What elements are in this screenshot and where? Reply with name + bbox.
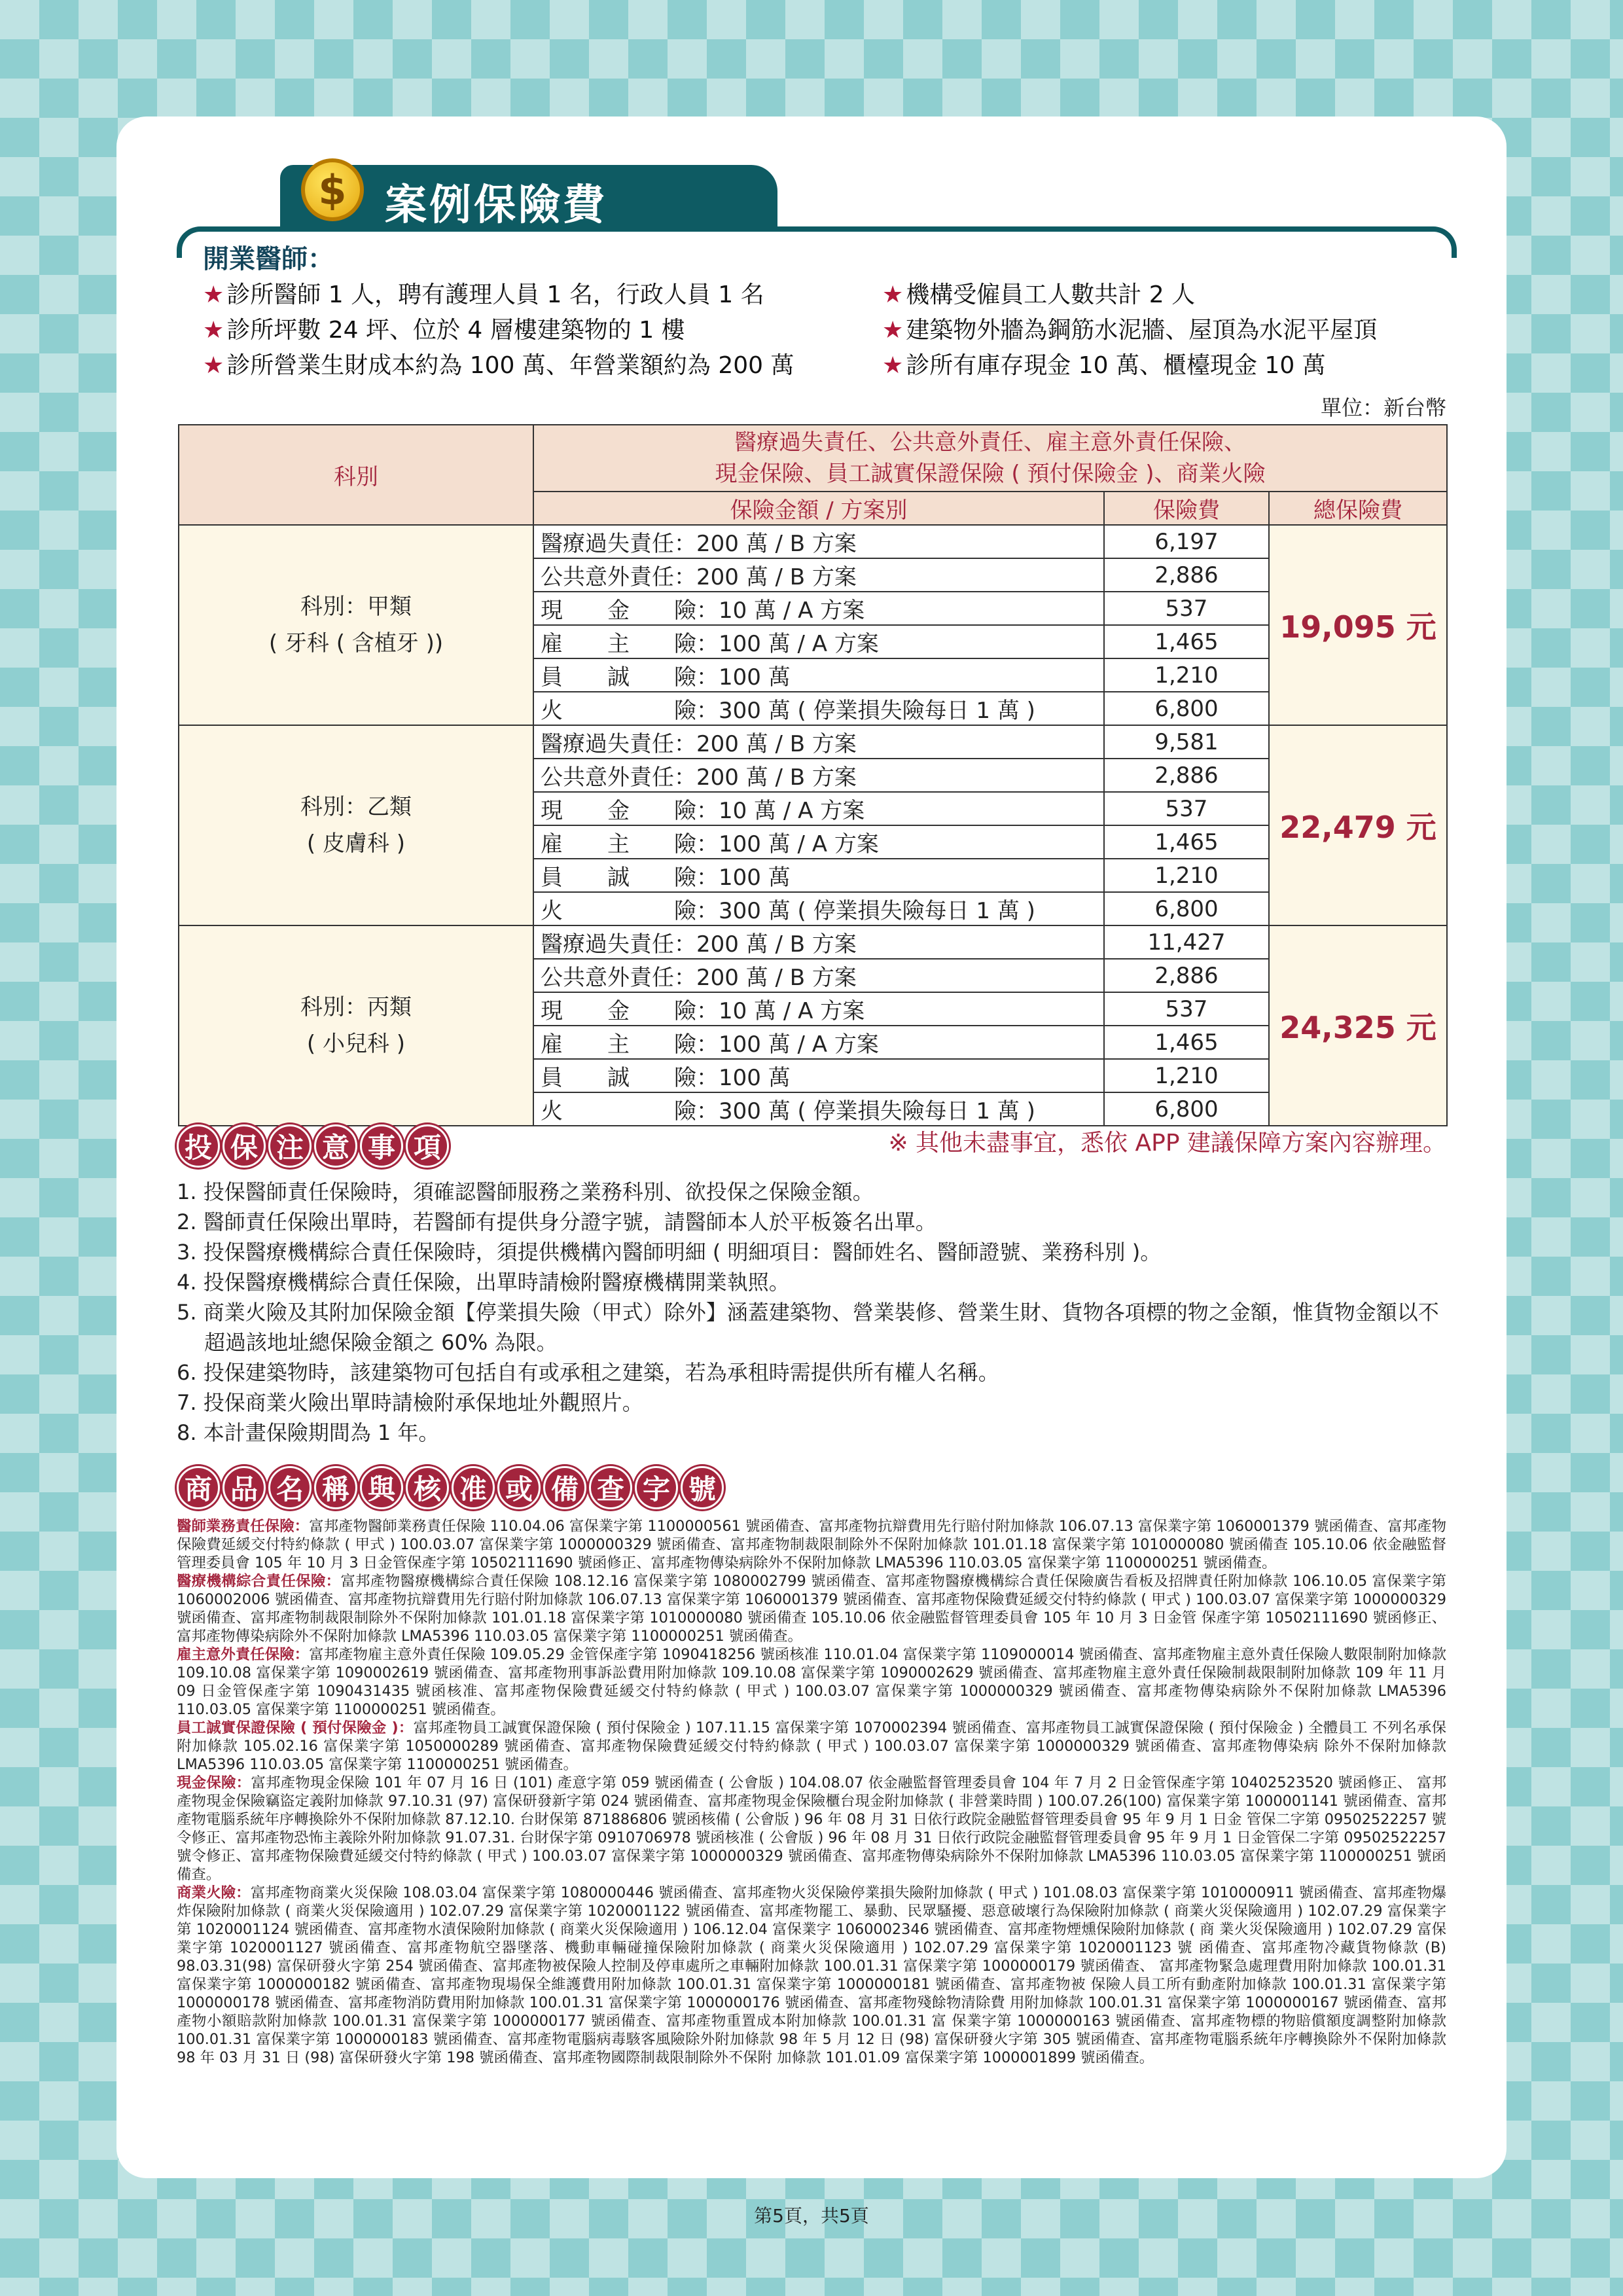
coverage-cell: 火 險：300 萬 ( 停業損失險每日 1 萬 ) bbox=[533, 692, 1104, 725]
premium-cell: 9,581 bbox=[1104, 725, 1269, 759]
dollar-coin-icon: $ bbox=[301, 158, 364, 221]
title-char: 稱 bbox=[314, 1466, 357, 1509]
currency-unit: 單位：新台幣 bbox=[1320, 395, 1446, 420]
title-char: 或 bbox=[497, 1466, 541, 1509]
premium-cell: 1,465 bbox=[1104, 1026, 1269, 1059]
premium-cell: 2,886 bbox=[1104, 959, 1269, 992]
title-char: 事 bbox=[360, 1124, 403, 1168]
table-row bbox=[179, 725, 1447, 759]
title-char: 投 bbox=[177, 1124, 220, 1168]
coverage-cell: 火 險：300 萬 ( 停業損失險每日 1 萬 ) bbox=[533, 1092, 1104, 1126]
product-entry: 醫師業務責任保險：富邦產物醫師業務責任保險 110.04.06 富保業字第 1100000561 號函備查、富邦產物抗辯費用先行賠付附加條款 106.07.13 富保業字第 1060001379 號函備查、富邦產物保險費延緩交付特約條款 ( 甲式 ) 100.03.07 富保業字第 1000000329 號函備查、富邦產物制裁限制除外不保附加條款 101.01.18 富保業字第 1010000080 號函備查 105.10.06 依金融監督管理委員會 105 年 10 月 3 日金管保產字第 10502111690 號函修正、富邦產物傳染病除外不保附加條款 LMA5396 110.03.05 富保業字第 1100000251 號函備查。 bbox=[177, 1518, 1447, 1571]
premium-cell: 11,427 bbox=[1104, 925, 1269, 959]
title-char: 保 bbox=[223, 1124, 266, 1168]
coverage-cell: 雇 主 險：100 萬 / A 方案 bbox=[533, 625, 1104, 658]
premium-cell: 1,210 bbox=[1104, 658, 1269, 692]
premium-cell: 1,210 bbox=[1104, 1059, 1269, 1092]
notice-item: 2. 醫師責任保險出單時，若醫師有提供身分證字號，請醫師本人於平板簽名出單。 bbox=[177, 1210, 936, 1234]
premium-cell: 537 bbox=[1104, 792, 1269, 825]
notice-list bbox=[177, 1177, 1446, 1448]
notice-item: 3. 投保醫療機構綜合責任保險時，須提供機構內醫師明細 ( 明細項目：醫師姓名、醫師證號、業務科別 )。 bbox=[177, 1240, 1162, 1265]
notice-item: 4. 投保醫療機構綜合責任保險，出單時請檢附醫療機構開業執照。 bbox=[177, 1270, 790, 1295]
star-icon: ★ bbox=[882, 281, 904, 308]
coverage-cell: 醫療過失責任：200 萬 / B 方案 bbox=[533, 525, 1104, 558]
premium-table bbox=[178, 424, 1448, 1126]
premium-cell: 1,210 bbox=[1104, 859, 1269, 892]
total-premium-cell: 24,325 元 bbox=[1269, 925, 1447, 1126]
clinic-facts-right bbox=[882, 278, 1377, 384]
star-icon: ★ bbox=[203, 317, 224, 344]
clinic-label: 開業醫師： bbox=[203, 244, 334, 274]
table-row bbox=[179, 525, 1447, 558]
premium-cell: 6,197 bbox=[1104, 525, 1269, 558]
coverage-cell: 醫療過失責任：200 萬 / B 方案 bbox=[533, 725, 1104, 759]
header-total: 總保險費 bbox=[1269, 492, 1447, 525]
title-char: 核 bbox=[406, 1466, 449, 1509]
fact-item: ★ 診所有庫存現金 10 萬、櫃檯現金 10 萬 bbox=[882, 352, 1326, 379]
coverage-cell: 火 險：300 萬 ( 停業損失險每日 1 萬 ) bbox=[533, 892, 1104, 925]
premium-cell: 6,800 bbox=[1104, 1092, 1269, 1126]
header-dept: 科別 bbox=[179, 425, 533, 525]
total-premium-cell: 22,479 元 bbox=[1269, 725, 1447, 925]
total-premium-cell: 19,095 元 bbox=[1269, 525, 1447, 725]
product-entry: 員工誠實保證保險 ( 預付保險金 )：富邦產物員工誠實保證保險 ( 預付保險金 ) 107.11.15 富保業字第 1070002394 號函備查、富邦產物員工誠實保證保險 ( 預付保險金 ) 全體員工 不列名承保附加條款 105.02.16 富保業字第 1050000289 號函備查、富邦產物保險費延緩交付特約條款 ( 甲式 ) 100.03.07 富保業字第 1000000329 號函備查、富邦產物傳染病 除外不保附加條款 LMA5396 110.03.05 富保業字第 1100000251 號函備查。 bbox=[177, 1719, 1446, 1773]
premium-cell: 1,465 bbox=[1104, 825, 1269, 859]
coverage-cell: 公共意外責任：200 萬 / B 方案 bbox=[533, 759, 1104, 792]
notice-item: 1. 投保醫師責任保險時，須確認醫師服務之業務科別、欲投保之保險金額。 bbox=[177, 1179, 874, 1204]
notice-item: 6. 投保建築物時，該建築物可包括自有或承租之建築，若為承租時需提供所有權人名稱。 bbox=[177, 1360, 999, 1385]
coverage-cell: 現 金 險：10 萬 / A 方案 bbox=[533, 592, 1104, 625]
header-premium: 保險費 bbox=[1104, 492, 1269, 525]
coverage-cell: 公共意外責任：200 萬 / B 方案 bbox=[533, 558, 1104, 592]
clinic-facts-left bbox=[203, 278, 794, 384]
title-char: 與 bbox=[360, 1466, 403, 1509]
header-plan: 保險金額 / 方案別 bbox=[533, 492, 1104, 525]
star-icon: ★ bbox=[882, 352, 904, 379]
title-char: 字 bbox=[635, 1466, 678, 1509]
page-number: 第5頁，共5頁 bbox=[754, 2205, 869, 2227]
premium-cell: 1,465 bbox=[1104, 625, 1269, 658]
premium-cell: 537 bbox=[1104, 592, 1269, 625]
star-icon: ★ bbox=[882, 317, 904, 344]
coverage-cell: 雇 主 險：100 萬 / A 方案 bbox=[533, 1026, 1104, 1059]
title-char: 准 bbox=[452, 1466, 495, 1509]
fact-item: ★ 機構受僱員工人數共計 2 人 bbox=[882, 281, 1196, 308]
coverage-cell: 雇 主 險：100 萬 / A 方案 bbox=[533, 825, 1104, 859]
coverage-cell: 現 金 險：10 萬 / A 方案 bbox=[533, 992, 1104, 1026]
fact-item: ★ 診所醫師 1 人，聘有護理人員 1 名，行政人員 1 名 bbox=[203, 281, 764, 308]
notice-title bbox=[177, 1124, 449, 1168]
title-char: 品 bbox=[223, 1466, 266, 1509]
coverage-cell: 公共意外責任：200 萬 / B 方案 bbox=[533, 959, 1104, 992]
premium-cell: 2,886 bbox=[1104, 558, 1269, 592]
fact-item: ★ 診所營業生財成本約為 100 萬、年營業額約為 200 萬 bbox=[203, 352, 794, 379]
page-title: 案例保險費 bbox=[385, 181, 607, 230]
page-card bbox=[116, 117, 1507, 2178]
dept-cell: 科別：甲類 ( 牙科 ( 含植牙 )) bbox=[179, 525, 533, 725]
dept-cell: 科別：乙類 ( 皮膚科 ) bbox=[179, 725, 533, 925]
product-entry: 醫療機構綜合責任保險：富邦產物醫療機構綜合責任保險 108.12.16 富保業字第 1080002799 號函備查、富邦產物醫療機構綜合責任保險廣告看板及招牌責任附加條款 106.10.05 富保業字第 1060002006 號函備查、富邦產物抗辯費用先行賠付附加條款 106.07.13 富保業字第 1060001379 號函備查、富邦產物保險費延緩交付特約條款 ( 甲式 ) 100.03.07 富保業字第 1000000329 號函備查、富邦產物制裁限制除外不保附加條款 101.01.18 富保業字第 1010000080 號函備查 105.10.06 依金融監督管理委員會 105 年 10 月 3 日金管 保產字第 10502111690 號函修正、富邦產物傳染病除外不保附加條款 LMA5396 110.03.05 富保業字第 1100000251 號函備查。 bbox=[177, 1573, 1446, 1645]
section-frame bbox=[177, 226, 1457, 258]
title-char: 備 bbox=[543, 1466, 586, 1509]
premium-cell: 6,800 bbox=[1104, 692, 1269, 725]
star-icon: ★ bbox=[203, 352, 224, 379]
title-char: 號 bbox=[681, 1466, 724, 1509]
coverage-cell: 員 誠 險：100 萬 bbox=[533, 859, 1104, 892]
premium-cell: 537 bbox=[1104, 992, 1269, 1026]
star-icon: ★ bbox=[203, 281, 224, 308]
fact-item: ★ 建築物外牆為鋼筋水泥牆、屋頂為水泥平屋頂 bbox=[882, 317, 1378, 344]
table-row bbox=[179, 925, 1447, 959]
coverage-cell: 員 誠 險：100 萬 bbox=[533, 1059, 1104, 1092]
premium-cell: 2,886 bbox=[1104, 759, 1269, 792]
header-coverage: 醫療過失責任、公共意外責任、雇主意外責任保險、 現金保險、員工誠實保證保險 ( 預付保險金 )、商業火險 bbox=[533, 425, 1447, 492]
fact-item: ★ 診所坪數 24 坪、位於 4 層樓建築物的 1 樓 bbox=[203, 317, 685, 344]
title-char: 意 bbox=[314, 1124, 357, 1168]
coverage-cell: 醫療過失責任：200 萬 / B 方案 bbox=[533, 925, 1104, 959]
title-char: 商 bbox=[177, 1466, 220, 1509]
title-char: 項 bbox=[406, 1124, 449, 1168]
product-entry: 雇主意外責任保險：富邦產物雇主意外責任保險 109.05.29 金管保產字第 1090418256 號函核准 110.01.04 富保業字第 1109000014 號函備查、富邦產物雇主意外責任保險人數限制附加條款 109.10.08 富保業字第 1090002619 號函備查、富邦產物刑事訴訟費用附加條款 109.10.08 富保業字第 1090002629 號函備查、富邦產物雇主意外責任保險制裁限制附加條款 109 年 11 月 09 日金管保產字第 1090431435 號函核准、富邦產物保險費延緩交付特約條款 ( 甲式 ) 100.03.07 富保業字第 1000000329 號函備查、富邦產物傳染病除外不保附加條款 LMA5396 110.03.05 富保業字第 1100000251 號函備查。 bbox=[177, 1646, 1447, 1718]
title-char: 名 bbox=[268, 1466, 312, 1509]
notice-item: 7. 投保商業火險出單時請檢附承保地址外觀照片。 bbox=[177, 1390, 643, 1415]
product-entry: 現金保險：富邦產物現金保險 101 年 07 月 16 日 (101) 產意字第 059 號函備查 ( 公會版 ) 104.08.07 依金融監督管理委員會 104 年 7 月 2 日金管保產字第 10402523520 號函修正、 富邦產物現金保險竊盜定義附加條款 97.10.31 (97) 富保研發新字第 024 號函備查、富邦產物現金保險櫃台現金附加條款 ( 非營業時間 ) 100.07.26(100) 富保業字第 1000001141 號函備查、富邦產物電腦系統年序轉換除外不保附加條款 87.12.10. 台財保第 871886806 號函核備 ( 公會版 ) 96 年 08 月 31 日依行政院金融監督管理委員會 95 年 9 月 1 日金 管保二字第 09502522257 號令修正、富邦產物恐怖主義除外附加條款 91.07.31. 台財保字第 0910706978 號函核准 ( 公會版 ) 96 年 08 月 31 日依行政院金融監督管理委員會 95 年 9 月 1 日金管保二字第 09502522257 號令修正、富邦產物保險費延緩交付特約條款 ( 甲式 ) 100.03.07 富保業字第 1000000329 號函備查、富邦產物傳染病除外不保附加條款 LMA5396 110.03.05 富保業字第 1100000251 號函備查。 bbox=[177, 1774, 1447, 1883]
dept-cell: 科別：丙類 ( 小兒科 ) bbox=[179, 925, 533, 1126]
product-entry: 商業火險：富邦產物商業火災保險 108.03.04 富保業字第 1080000446 號函備查、富邦產物火災保險停業損失險附加條款 ( 甲式 ) 101.08.03 富保業字第 1010000911 號函備查、富邦產物爆炸保險附加條款 ( 商業火災保險適用 ) 102.07.29 富保業字第 1020001122 號函備查、富邦產物罷工、暴動、民眾騷擾、惡意破壞行為保險附加條款 ( 商業火災保險適用 ) 102.07.29 富保業字第 1020001124 號函備查、富邦產物水漬保險附加條款 ( 商業火災保險適用 ) 106.12.04 富保業字 1060002346 號函備查、富邦產物煙燻保險附加條款 ( 商 業火災保險適用 ) 102.07.29 富保業字第 1020001127 號函備查、富邦產物航空器墜落、機動車輛碰撞保險附加條款 ( 商業火災保險適用 ) 102.07.29 富保業字第 1020001123 號 函備查、富邦產物冷藏貨物條款 (B) 98.03.31(98) 富保研發火字第 254 號函備查、富邦產物被保險人控制及停車處所之車輛附加條款 100.01.31 富保業字第 1000000179 號函備查、 富邦產物緊急處理費用附加條款 100.01.31 富保業字第 1000000182 號函備查、富邦產物現場保全維護費用附加條款 100.01.31 富保業字第 1000000181 號函備查、富邦產物被 保險人員工所有動產附加條款 100.01.31 富保業字第 1000000178 號函備查、富邦產物消防費用附加條款 100.01.31 富保業字第 1000000176 號函備查、富邦產物殘餘物清除費 用附加條款 100.01.31 富保業字第 1000000167 號函備查、富邦產物小額賠款附加條款 100.01.31 富保業字第 1000000177 號函備查、富邦產物重置成本附加條款 100.01.31 富 保業字第 1000000163 號函備查、富邦產物標的物賠償額度調整附加條款 100.01.31 富保業字第 1000000183 號函備查、富邦產物電腦病毒駭客風險除外附加條款 98 年 5 月 12 日 (98) 富保研發火字第 305 號函備查、富邦產物電腦系統年序轉換除外不保附加條款 98 年 03 月 31 日 (98) 富保研發火字第 198 號函備查、富邦產物國際制裁限制除外不保附 加條款 101.01.09 富保業字第 1000001899 號函備查。 bbox=[177, 1884, 1447, 2066]
footnote: ※ 其他未盡事宜，悉依 APP 建議保障方案內容辦理。 bbox=[888, 1130, 1446, 1157]
product-approvals bbox=[177, 1517, 1446, 2067]
notice-item: 5. 商業火險及其附加保險金額【停業損失險（甲式）除外】涵蓋建築物、營業裝修、營業生財、貨物各項標的物之金額，惟貨物金額以不超過該地址總保險金額之 60% 為限。 bbox=[177, 1300, 1439, 1355]
title-char: 注 bbox=[268, 1124, 312, 1168]
coverage-cell: 員 誠 險：100 萬 bbox=[533, 658, 1104, 692]
products-title bbox=[177, 1466, 724, 1509]
notice-item: 8. 本計畫保險期間為 1 年。 bbox=[177, 1420, 440, 1445]
title-char: 查 bbox=[589, 1466, 632, 1509]
coverage-cell: 現 金 險：10 萬 / A 方案 bbox=[533, 792, 1104, 825]
premium-cell: 6,800 bbox=[1104, 892, 1269, 925]
